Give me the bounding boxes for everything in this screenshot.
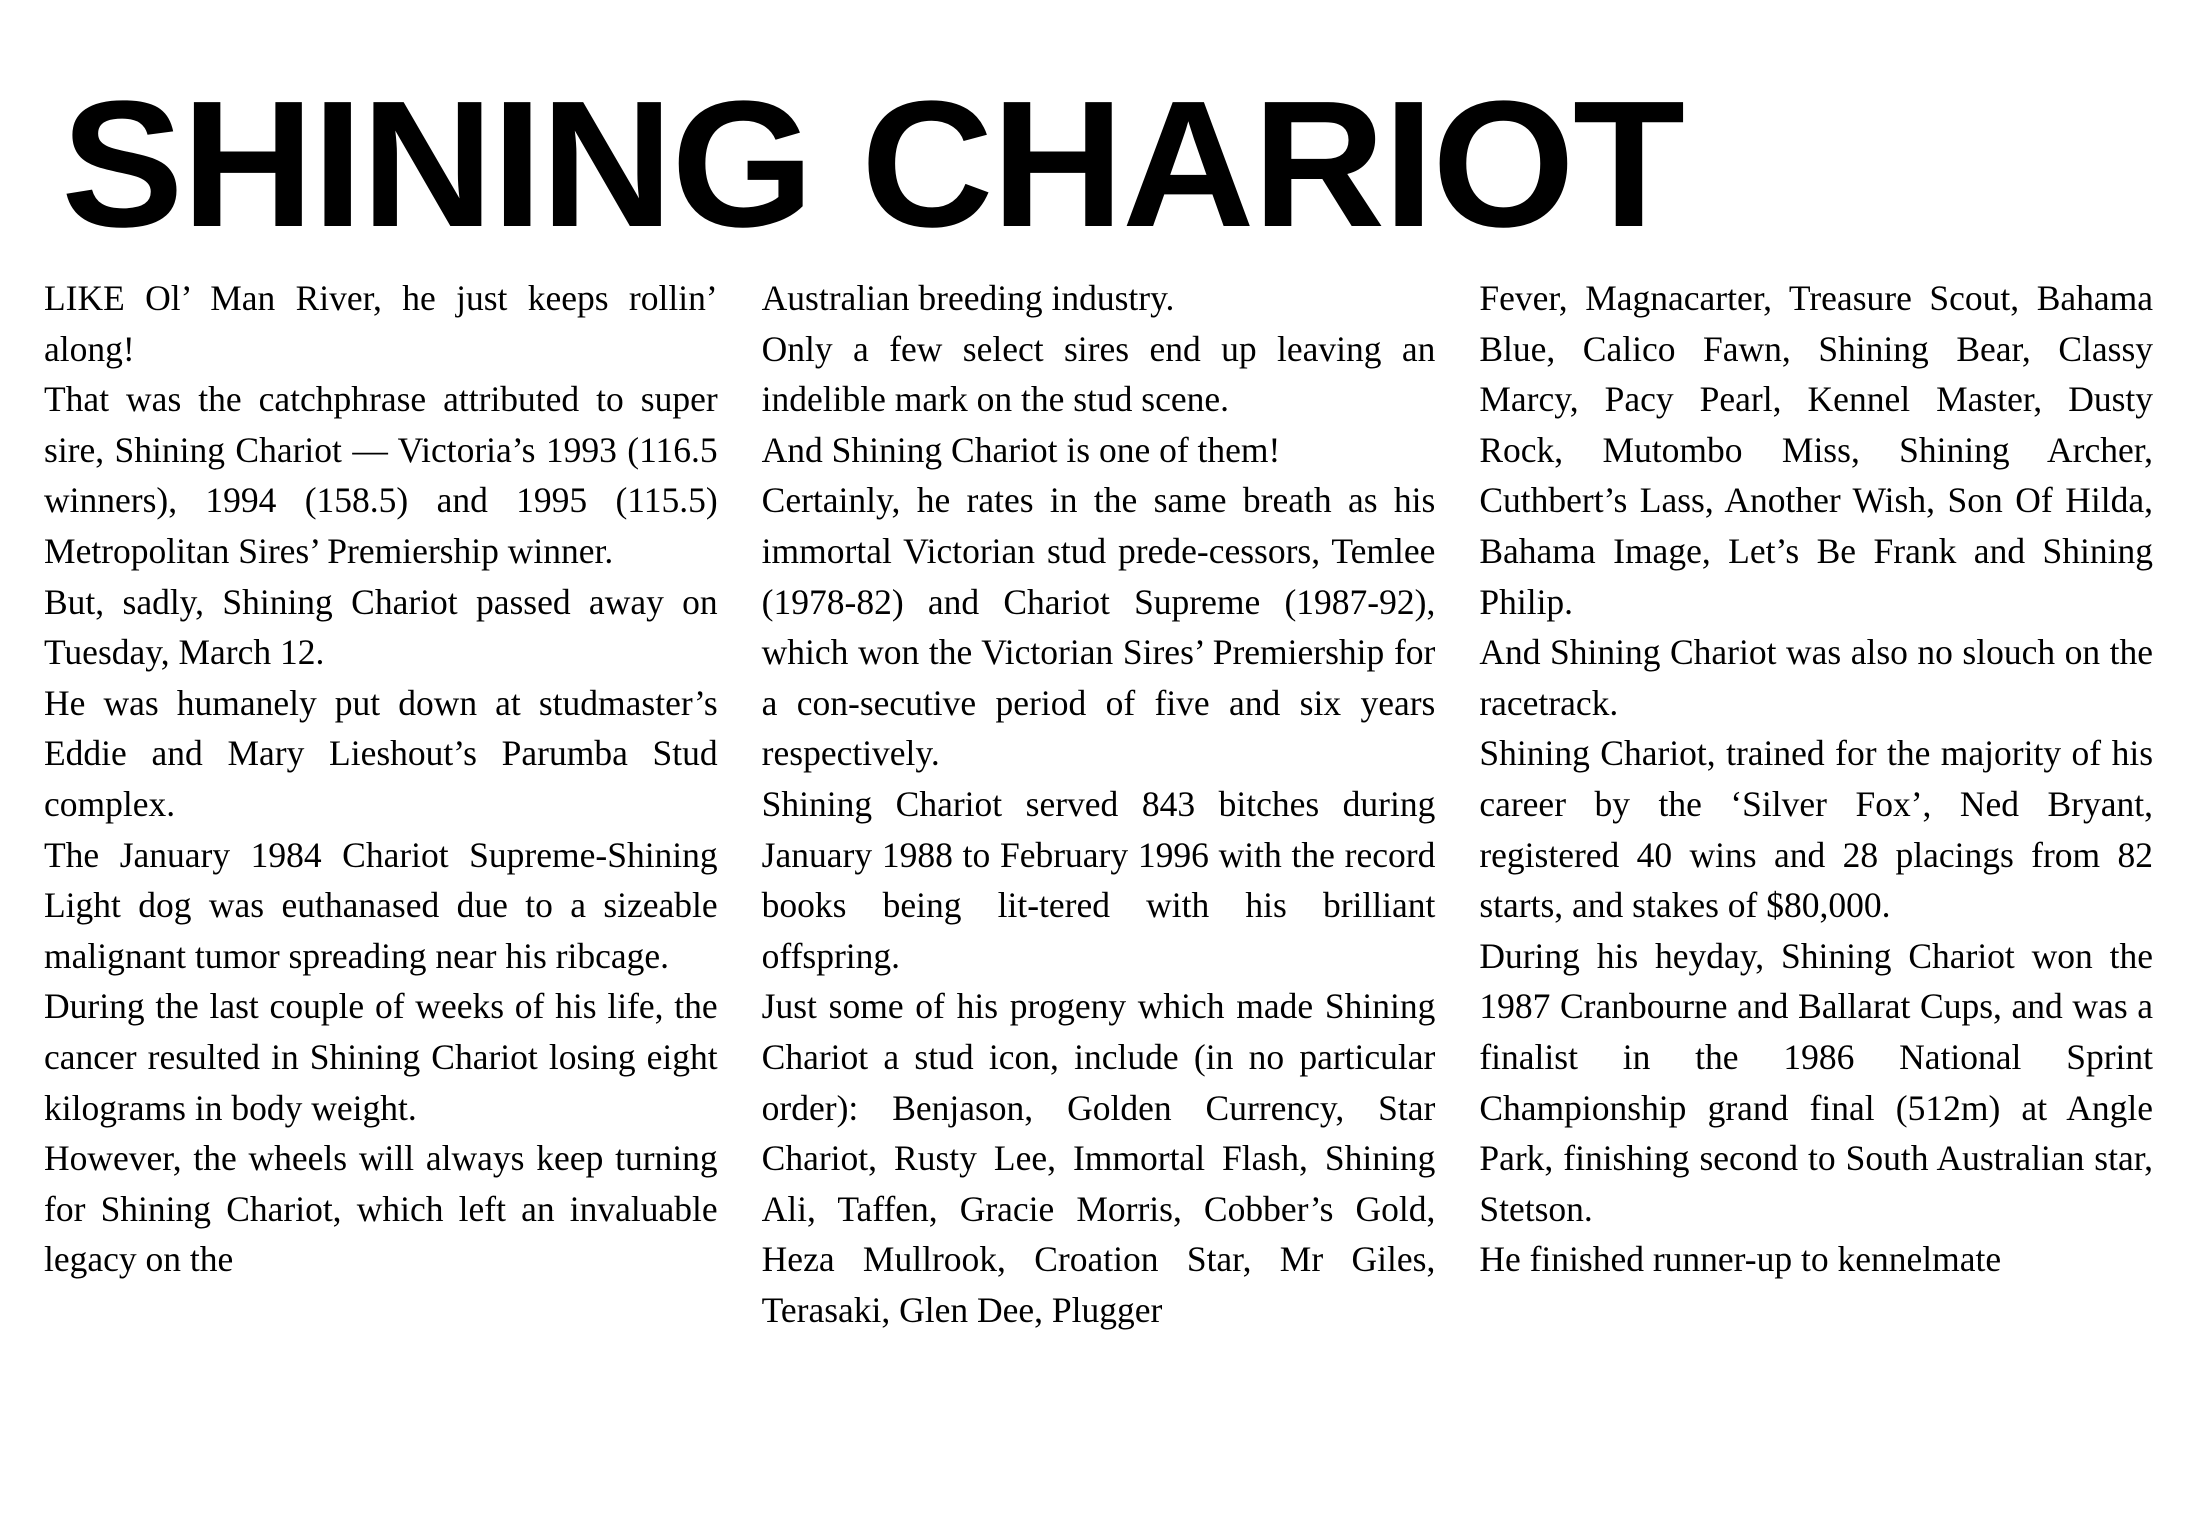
article-columns	[0, 255, 2199, 1335]
paragraph: The January 1984 Chariot Supreme-Shining Light dog was euthanased due to a sizeable malignant tumor spreading near his ribcage.	[44, 834, 718, 976]
article-column-3	[1479, 273, 2153, 1285]
paragraph: During his heyday, Shining Chariot won the 1987 Cranbourne and Ballarat Cups, and was a finalist in the 1986 National Sprint Championship grand final (512m) at Angle Park, finishing second to South Australian star, Stetson.	[1479, 935, 2154, 1229]
paragraph: That was the catchphrase attributed to super sire, Shining Chariot — Victoria’s 1993 (116.5 winners), 1994 (158.5) and 1995 (115.5) Metropolitan Sires’ Premiership winner.	[44, 379, 718, 571]
paragraph: LIKE Ol’ Man River, he just keeps rollin’ along!	[44, 278, 718, 369]
paragraph: Fever, Magnacarter, Treasure Scout, Bahama Blue, Calico Fawn, Shining Bear, Classy Marcy, Pacy Pearl, Kennel Master, Dusty Rock, Mutombo Miss, Shining Archer, Cuthbert’s Lass, Another Wish, Son Of Hilda, Bahama Image, Let’s Be Frank and Shining Philip.	[1479, 278, 2154, 622]
paragraph: He was humanely put down at studmaster’s Eddie and Mary Lieshout’s Parumba Stud complex.	[44, 682, 718, 824]
paragraph: But, sadly, Shining Chariot passed away on Tuesday, March 12.	[44, 581, 718, 673]
paragraph: And Shining Chariot is one of them!	[761, 429, 1281, 470]
paragraph: Australian breeding industry.	[761, 278, 1175, 318]
page-title: SHINING CHARIOT	[61, 64, 1684, 265]
article-column-1	[44, 273, 718, 1285]
paragraph: And Shining Chariot was also no slouch on the racetrack.	[1479, 632, 2154, 723]
article-column-2	[762, 273, 1436, 1335]
paragraph: Just some of his progeny which made Shining Chariot a stud icon, include (in no particular order): Benjason, Golden Currency, Star Chariot, Rusty Lee, Immortal Flash, Shining Ali, Taffen, Gracie Morris, Cobber’s Gold, Heza Mullrook, Croation Star, Mr Giles, Terasaki, Glen Dee, Plugger	[761, 986, 1436, 1330]
paragraph: However, the wheels will always keep turning for Shining Chariot, which left an invaluable legacy on the	[44, 1138, 718, 1280]
paragraph: During the last couple of weeks of his life, the cancer resulted in Shining Chariot losing eight kilograms in body weight.	[44, 986, 718, 1128]
paragraph: Shining Chariot served 843 bitches during January 1988 to February 1996 with the record books being lit-tered with his brilliant offspring.	[761, 783, 1436, 976]
paragraph: Only a few select sires end up leaving an indelible mark on the stud scene.	[761, 328, 1436, 420]
paragraph: Certainly, he rates in the same breath as his immortal Victorian stud prede-cessors, Temlee (1978-82) and Chariot Supreme (1987-92), which won the Victorian Sires’ Premiership for a con-secutive period of five and six years respectively.	[761, 480, 1436, 774]
paragraph: He finished runner-up to kennelmate	[1479, 1239, 2002, 1280]
paragraph: Shining Chariot, trained for the majority of his career by the ‘Silver Fox’, Ned Bryant, registered 40 wins and 28 placings from 82 starts, and stakes of $80,000.	[1479, 733, 2154, 926]
